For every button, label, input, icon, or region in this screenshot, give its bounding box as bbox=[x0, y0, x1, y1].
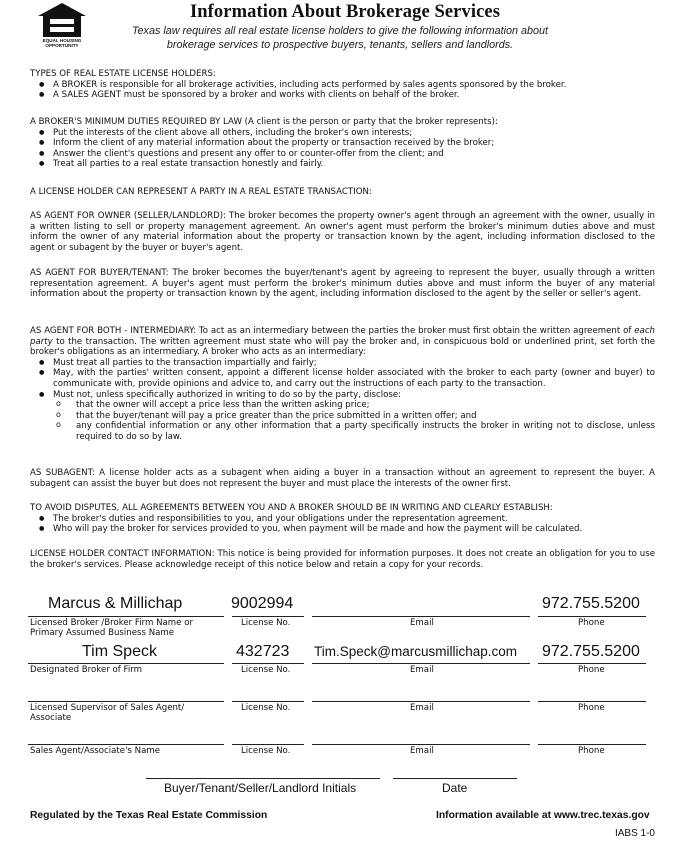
list-item: ● May, with the parties' written consent, appoint a different license holder associated with the broker to each party (owner and buyer) to communicate with, provide opinions and advice to, and carry out the instructions of each party to the transaction. bbox=[30, 368, 655, 389]
list-item: ● A BROKER is responsible for all brokerage activities, including acts performed by sales agents sponsored by the broker. bbox=[30, 80, 655, 91]
footer-regulated: Regulated by the Texas Real Estate Commission bbox=[30, 810, 268, 821]
form-code: IABS 1-0 bbox=[614, 828, 655, 839]
sub-list-item: o any confidential information or any other information that a party specifically instructs the broker in writing not to disclose, unless required to do so by law. bbox=[30, 421, 655, 442]
section-heading: AS AGENT FOR BOTH - INTERMEDIARY: bbox=[30, 326, 197, 336]
designated-broker-email-field[interactable]: Tim.Speck@marcusmillichap.com bbox=[314, 644, 517, 659]
section-contact bbox=[30, 549, 655, 570]
section-buyer bbox=[30, 268, 655, 300]
designated-broker-label: Designated Broker of Firm bbox=[30, 665, 142, 675]
form-line bbox=[232, 616, 304, 617]
form-line bbox=[538, 663, 646, 664]
email-label: Email bbox=[410, 665, 434, 675]
section-text: The broker becomes the property owner's agent through an agreement with the owner, usually in a written listing to sell or property management agreement. An owner's agent must perform the broker's minimum duties above and must inform the owner of any material information about the property or transaction known by the agent, including information disclosed to the agent or subagent by the buyer or buyer's agent. bbox=[30, 211, 655, 253]
designated-broker-phone-field[interactable]: 972.755.5200 bbox=[542, 643, 640, 660]
section-heading: TO AVOID DISPUTES, ALL AGREEMENTS BETWEEN YOU AND A BROKER SHOULD BE IN WRITING AND CLEARLY ESTABLISH: bbox=[30, 503, 553, 513]
page-title: Information About Brokerage Services bbox=[189, 2, 501, 22]
form-line[interactable] bbox=[28, 744, 224, 745]
footer-info-link[interactable]: Information available at www.trec.texas.gov bbox=[436, 810, 650, 821]
section-heading: A LICENSE HOLDER CAN REPRESENT A PARTY IN A REAL ESTATE TRANSACTION: bbox=[30, 187, 372, 197]
form-line[interactable] bbox=[312, 744, 530, 745]
section-duties bbox=[30, 117, 655, 170]
license-label: License No. bbox=[241, 746, 291, 756]
list-item: ● Who will pay the broker for services provided to you, when payment will be made and how the payment will be calculated. bbox=[30, 524, 655, 535]
equal-housing-logo bbox=[37, 2, 87, 38]
section-text: The broker becomes the buyer/tenant's agent by agreeing to represent the buyer, usually through a written representation agreement. A buyer's agent must perform the broker's minimum duties above and must inform the buyer of any material information about the property or transaction known by the agent, including information disclosed to the agent by the seller or seller's agent. bbox=[30, 268, 655, 300]
designated-broker-license-field[interactable]: 432723 bbox=[236, 643, 290, 660]
section-disputes bbox=[30, 503, 655, 535]
form-line bbox=[232, 663, 304, 664]
form-line bbox=[312, 616, 530, 617]
license-label: License No. bbox=[241, 665, 291, 675]
list-item: ● Must not, unless specifically authorized in writing to do so by the party, disclose: bbox=[30, 390, 655, 401]
section-heading: TYPES OF REAL ESTATE LICENSE HOLDERS: bbox=[30, 69, 216, 79]
sales-agent-label: Sales Agent/Associate's Name bbox=[30, 746, 160, 756]
form-line[interactable] bbox=[28, 701, 224, 702]
form-line[interactable] bbox=[538, 701, 646, 702]
phone-label: Phone bbox=[578, 746, 605, 756]
section-heading: A BROKER'S MINIMUM DUTIES REQUIRED BY LAW (A client is the person or party that the broker represents): bbox=[30, 117, 498, 127]
license-label: License No. bbox=[241, 703, 291, 713]
designated-broker-name-field[interactable]: Tim Speck bbox=[82, 643, 157, 660]
phone-label: Phone bbox=[578, 665, 605, 675]
section-heading: LICENSE HOLDER CONTACT INFORMATION: bbox=[30, 549, 215, 559]
broker-firm-name-field[interactable]: Marcus & Millichap bbox=[48, 595, 183, 612]
broker-phone-field[interactable]: 972.755.5200 bbox=[542, 595, 640, 612]
form-line bbox=[28, 616, 224, 617]
email-label: Email bbox=[410, 746, 434, 756]
email-label: Email bbox=[410, 618, 434, 628]
logo-caption: EQUAL HOUSING OPPORTUNITY bbox=[42, 38, 82, 48]
sub-list-item: o that the buyer/tenant will pay a price greater than the price submitted in a written offer; and bbox=[30, 411, 655, 422]
form-line bbox=[538, 616, 646, 617]
section-heading: AS SUBAGENT: bbox=[30, 468, 95, 478]
initials-label: Buyer/Tenant/Seller/Landlord Initials bbox=[164, 781, 357, 795]
broker-license-field[interactable]: 9002994 bbox=[231, 595, 294, 612]
list-item: ● The broker's duties and responsibilities to you, and your obligations under the representation agreement. bbox=[30, 514, 655, 525]
sub-list-item: o that the owner will accept a price less than the written asking price; bbox=[30, 400, 655, 411]
list-item: ● Inform the client of any material information about the property or transaction received by the broker; bbox=[30, 138, 655, 149]
section-heading: AS AGENT FOR BUYER/TENANT: bbox=[30, 268, 169, 278]
date-label: Date bbox=[442, 781, 468, 795]
list-item: ● Answer the client's questions and present any offer to or counter-offer from the client; and bbox=[30, 149, 655, 160]
list-item: ● Treat all parties to a real estate transaction honestly and fairly. bbox=[30, 159, 655, 170]
section-text: A license holder acts as a subagent when aiding a buyer in a transaction without an agreement to represent the buyer. A subagent can assist the buyer but does not represent the buyer and must place the interests of the owner first. bbox=[30, 468, 655, 489]
section-types bbox=[30, 69, 655, 101]
form-line[interactable] bbox=[312, 701, 530, 702]
form-line bbox=[28, 663, 224, 664]
email-label: Email bbox=[410, 703, 434, 713]
list-item: ● Put the interests of the client above all others, including the broker's own interests; bbox=[30, 128, 655, 139]
form-line bbox=[312, 663, 530, 664]
list-item: ● A SALES AGENT must be sponsored by a broker and works with clients on behalf of the broker. bbox=[30, 90, 655, 101]
license-label: License No. bbox=[241, 618, 291, 628]
list-item: ● Must treat all parties to the transaction impartially and fairly; bbox=[30, 358, 655, 369]
form-line[interactable] bbox=[232, 744, 304, 745]
section-subagent bbox=[30, 468, 655, 489]
section-intermediary: AS AGENT FOR BOTH - INTERMEDIARY: To act as an intermediary between the parties the broker must first obtain the written agreement of each party to the transaction. The written agreement must state who will pay the broker and, in conspicuous bold or underlined print, set forth the broker's obligations as an intermediary. A broker who acts as an intermediary: ● Must treat all parties to the transaction impartially and fairly; ● May, with the parties' written consent, appoint a different license holder associated with the broker to each party (owner and buyer) to communicate with, provide opinions and advice to, and carry out the instructions of each party to the transaction. ● Must not, unless specifically authorized in writing to do so by the party, disclose: o that the owner will accept a price less than the written asking price; o that the buyer/tenant will pay a price greater than the price submitted in a written offer; and o any confidential information or any other information that a party specifically instructs the broker in writing not to disclose, unless required to do so by law. bbox=[30, 326, 655, 443]
section-owner bbox=[30, 211, 655, 253]
section-heading: AS AGENT FOR OWNER (SELLER/LANDLORD): bbox=[30, 211, 226, 221]
form-line[interactable] bbox=[538, 744, 646, 745]
phone-label: Phone bbox=[578, 618, 605, 628]
form-line[interactable] bbox=[232, 701, 304, 702]
page-subtitle: Texas law requires all real estate license holders to give the following information about brokerage services to prospective buyers, tenants, sellers and landlords. bbox=[131, 25, 549, 51]
phone-label: Phone bbox=[578, 703, 605, 713]
section-represent bbox=[30, 187, 655, 198]
initials-line[interactable] bbox=[146, 778, 380, 779]
house-icon bbox=[37, 2, 87, 38]
date-line[interactable] bbox=[393, 778, 517, 779]
supervisor-label: Licensed Supervisor of Sales Agent/ Associate bbox=[30, 703, 185, 723]
broker-firm-name-label: Licensed Broker /Broker Firm Name or Primary Assumed Business Name bbox=[30, 618, 193, 638]
section-text: This notice is being provided for information purposes. It does not create an obligation for you to use the broker's services. Please acknowledge receipt of this notice below and retain a copy for your records. bbox=[30, 549, 656, 570]
